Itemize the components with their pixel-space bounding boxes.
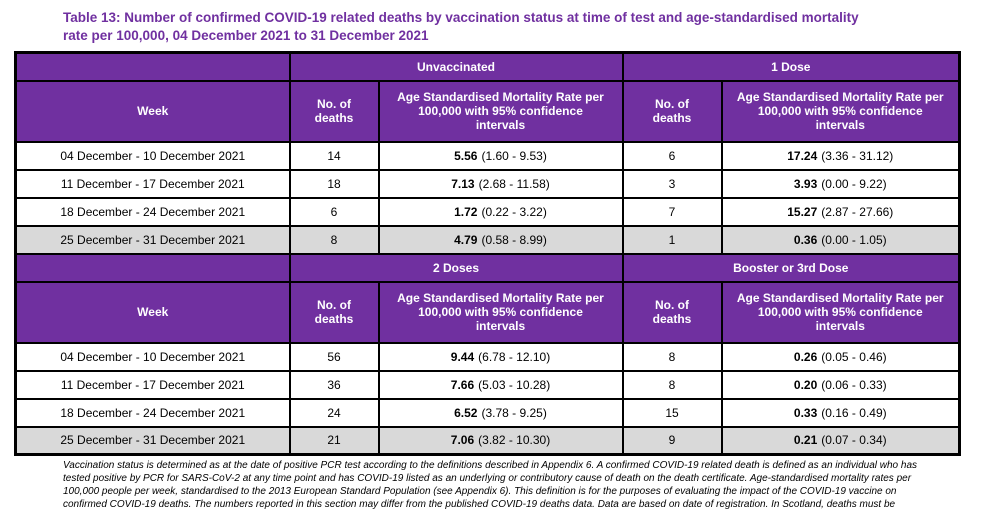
deaths-count-cell: 24 bbox=[290, 399, 379, 427]
deaths-count-cell: 21 bbox=[290, 427, 379, 455]
week-cell: 18 December - 24 December 2021 bbox=[16, 198, 290, 226]
mortality-rate-cell bbox=[379, 170, 623, 198]
mortality-rate-cell bbox=[379, 343, 623, 371]
table-row bbox=[16, 343, 960, 371]
empty-corner-cell bbox=[16, 254, 290, 282]
vaccination-deaths-table bbox=[14, 51, 961, 456]
confidence-interval: (3.78 - 9.25) bbox=[481, 405, 547, 420]
deaths-count-cell: 8 bbox=[623, 371, 722, 399]
deaths-count-cell: 1 bbox=[623, 226, 722, 254]
mortality-rate-cell bbox=[722, 371, 960, 399]
week-cell: 04 December - 10 December 2021 bbox=[16, 343, 290, 371]
empty-corner-cell bbox=[16, 53, 290, 81]
deaths-count-cell: 8 bbox=[623, 343, 722, 371]
table-row bbox=[16, 371, 960, 399]
confidence-interval: (0.00 - 9.22) bbox=[821, 176, 887, 191]
deaths-count-cell: 18 bbox=[290, 170, 379, 198]
confidence-interval: (5.03 - 10.28) bbox=[478, 377, 551, 392]
table-title: Table 13: Number of confirmed COVID-19 related deaths by vaccination status at time of test and age-standardised mortality rate per 100,000, 04 December 2021 to 31 December 2021 bbox=[63, 10, 859, 43]
mortality-rate-cell bbox=[379, 427, 623, 455]
week-cell: 25 December - 31 December 2021 bbox=[16, 427, 290, 455]
deaths-column-header: No. of deaths bbox=[623, 81, 722, 142]
mortality-rate-cell bbox=[722, 142, 960, 170]
deaths-count-cell: 9 bbox=[623, 427, 722, 455]
confidence-interval: (3.82 - 10.30) bbox=[478, 433, 551, 448]
confidence-interval: (0.07 - 0.34) bbox=[821, 433, 887, 448]
confidence-interval: (0.16 - 0.49) bbox=[821, 405, 887, 420]
rate-value: 0.26 bbox=[793, 349, 818, 364]
table-row bbox=[16, 226, 960, 254]
footnote-line: tested positive by PCR for SARS-CoV-2 at any time point and has COVID-19 listed as an underlying or contributory cause of death on the death certificate. Age-standardised mortality rates per bbox=[63, 473, 912, 484]
footnote-line: 100,000 people per week, standardised to the 2013 European Standard Population (see Appendix 6). This definition is for the purposes of evaluating the impact of the COVID-19 vaccine on bbox=[63, 486, 897, 497]
mortality-rate-cell bbox=[379, 226, 623, 254]
table-row bbox=[16, 427, 960, 455]
footnote-line: confirmed COVID-19 deaths. The numbers reported in this section may differ from the published COVID-19 deaths data. Data are based on date of registration. In Scotland, deaths must be bbox=[63, 499, 896, 509]
table-row bbox=[16, 142, 960, 170]
mortality-rate-cell bbox=[379, 399, 623, 427]
rate-value: 17.24 bbox=[787, 148, 818, 163]
group-header-1-dose: 1 Dose bbox=[623, 53, 960, 81]
confidence-interval: (2.87 - 27.66) bbox=[821, 204, 894, 219]
confidence-interval: (0.06 - 0.33) bbox=[821, 377, 887, 392]
mortality-rate-cell bbox=[722, 399, 960, 427]
report-page bbox=[0, 9, 992, 509]
rate-value: 9.44 bbox=[450, 349, 475, 364]
rate-value: 3.93 bbox=[793, 176, 818, 191]
mortality-rate-cell bbox=[379, 142, 623, 170]
rate-value: 7.06 bbox=[450, 433, 475, 448]
footnote-line: Vaccination status is determined as at the date of positive PCR test according to the definitions described in Appendix 6. A confirmed COVID-19 related death is defined as an individual who has bbox=[63, 460, 918, 471]
group-header-row bbox=[16, 53, 960, 81]
confidence-interval: (1.60 - 9.53) bbox=[481, 148, 547, 163]
deaths-column-header: No. of deaths bbox=[623, 282, 722, 343]
deaths-count-cell: 7 bbox=[623, 198, 722, 226]
confidence-interval: (2.68 - 11.58) bbox=[478, 176, 550, 191]
mortality-rate-cell bbox=[379, 371, 623, 399]
group-header-2-doses: 2 Doses bbox=[290, 254, 623, 282]
confidence-interval: (6.78 - 12.10) bbox=[478, 349, 551, 364]
deaths-count-cell: 56 bbox=[290, 343, 379, 371]
asmr-column-header: Age Standardised Mortality Rate per 100,000 with 95% confidence intervals bbox=[722, 81, 960, 142]
confidence-interval: (3.36 - 31.12) bbox=[821, 148, 894, 163]
footnote-text bbox=[63, 459, 992, 509]
deaths-count-cell: 8 bbox=[290, 226, 379, 254]
mortality-rate-cell bbox=[722, 343, 960, 371]
week-cell: 18 December - 24 December 2021 bbox=[16, 399, 290, 427]
mortality-rate-cell bbox=[379, 198, 623, 226]
deaths-count-cell: 36 bbox=[290, 371, 379, 399]
rate-value: 1.72 bbox=[454, 204, 478, 219]
rate-value: 7.13 bbox=[451, 176, 475, 191]
confidence-interval: (0.22 - 3.22) bbox=[481, 204, 547, 219]
rate-value: 0.36 bbox=[793, 232, 818, 247]
asmr-column-header: Age Standardised Mortality Rate per 100,000 with 95% confidence intervals bbox=[722, 282, 960, 343]
week-cell: 04 December - 10 December 2021 bbox=[16, 142, 290, 170]
week-column-header: Week bbox=[16, 282, 290, 343]
deaths-count-cell: 6 bbox=[290, 198, 379, 226]
table-row bbox=[16, 170, 960, 198]
confidence-interval: (0.00 - 1.05) bbox=[821, 232, 887, 247]
mortality-rate-cell bbox=[722, 198, 960, 226]
mortality-rate-cell bbox=[722, 427, 960, 455]
rate-value: 0.33 bbox=[793, 405, 818, 420]
rate-value: 6.52 bbox=[454, 405, 478, 420]
group-header-booster: Booster or 3rd Dose bbox=[623, 254, 960, 282]
rate-value: 15.27 bbox=[787, 204, 818, 219]
deaths-column-header: No. of deaths bbox=[290, 282, 379, 343]
deaths-count-cell: 15 bbox=[623, 399, 722, 427]
rate-value: 0.21 bbox=[793, 433, 818, 448]
deaths-count-cell: 3 bbox=[623, 170, 722, 198]
table-row bbox=[16, 198, 960, 226]
rate-value: 4.79 bbox=[454, 232, 478, 247]
week-cell: 25 December - 31 December 2021 bbox=[16, 226, 290, 254]
rate-value: 5.56 bbox=[454, 148, 478, 163]
rate-value: 7.66 bbox=[450, 377, 475, 392]
group-header-row bbox=[16, 254, 960, 282]
deaths-count-cell: 6 bbox=[623, 142, 722, 170]
week-column-header: Week bbox=[16, 81, 290, 142]
table-row bbox=[16, 399, 960, 427]
asmr-column-header: Age Standardised Mortality Rate per 100,000 with 95% confidence intervals bbox=[379, 282, 623, 343]
week-cell: 11 December - 17 December 2021 bbox=[16, 371, 290, 399]
column-header-row bbox=[16, 81, 960, 142]
group-header-unvaccinated: Unvaccinated bbox=[290, 53, 623, 81]
week-cell: 11 December - 17 December 2021 bbox=[16, 170, 290, 198]
deaths-column-header: No. of deaths bbox=[290, 81, 379, 142]
asmr-column-header: Age Standardised Mortality Rate per 100,000 with 95% confidence intervals bbox=[379, 81, 623, 142]
deaths-count-cell: 14 bbox=[290, 142, 379, 170]
mortality-rate-cell bbox=[722, 170, 960, 198]
confidence-interval: (0.58 - 8.99) bbox=[481, 232, 547, 247]
rate-value: 0.20 bbox=[793, 377, 818, 392]
confidence-interval: (0.05 - 0.46) bbox=[821, 349, 887, 364]
column-header-row bbox=[16, 282, 960, 343]
mortality-rate-cell bbox=[722, 226, 960, 254]
